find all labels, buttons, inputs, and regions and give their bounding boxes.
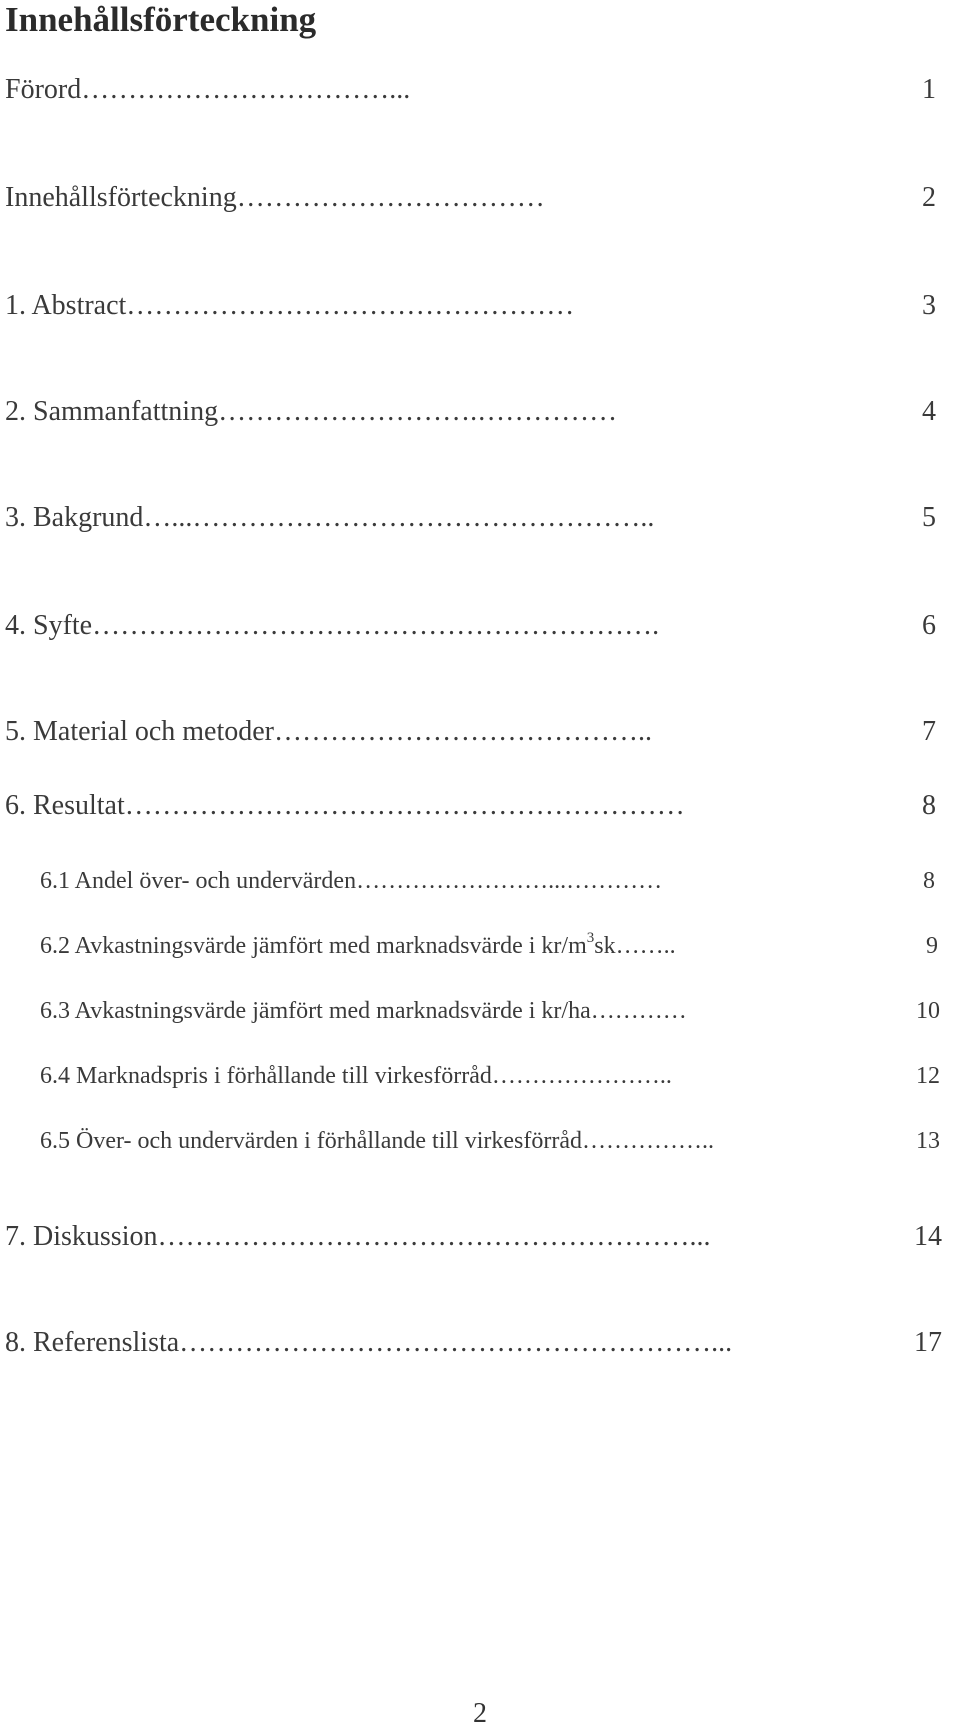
toc-entry-page: 4: [922, 396, 936, 427]
toc-entry-text: 8. Referenslista…………………………………………………...: [5, 1327, 733, 1358]
page-number: 2: [473, 1698, 487, 1729]
toc-entry-page: 8: [923, 868, 935, 894]
toc-entry-text: Innehållsförteckning……………………………: [5, 182, 545, 213]
toc-entry-page: 1: [922, 74, 936, 105]
toc-entry-page: 5: [922, 502, 936, 533]
toc-entry-page: 7: [922, 716, 936, 747]
toc-entry-page: 3: [922, 290, 936, 321]
toc-entry-page: 9: [926, 933, 938, 959]
toc-entry-text: 4. Syfte…………………………………………………….: [5, 610, 660, 641]
toc-entry-text: 3. Bakgrund…...…………………………………………..: [5, 502, 655, 533]
toc-entry-page: 6: [922, 610, 936, 641]
toc-entry-page: 2: [922, 182, 936, 213]
toc-entry-page: 14: [914, 1221, 942, 1252]
toc-entry-text: 6. Resultat……………………………………………………: [5, 790, 685, 821]
superscript: 3: [586, 930, 595, 946]
toc-entry-text: 5. Material och metoder…………………………………..: [5, 716, 653, 747]
toc-entry-text: 6.4 Marknadspris i förhållande till virkesförråd…………………..: [40, 1063, 672, 1089]
toc-entry-text: 6.5 Över- och undervärden i förhållande till virkesförråd……………..: [40, 1128, 714, 1154]
toc-entry-text: 2. Sammanfattning……………………….……………: [5, 396, 618, 427]
toc-entry-text: Förord……………………………...: [5, 74, 411, 105]
toc-entry-text: [40, 930, 676, 960]
toc-entry-text: 6.3 Avkastningsvärde jämfört med marknadsvärde i kr/ha…………: [40, 998, 687, 1024]
toc-entry-page: 17: [914, 1327, 942, 1358]
toc-entry-page: 10: [916, 998, 940, 1024]
toc-entry-text: 6.1 Andel över- och undervärden……………………...…………: [40, 868, 663, 894]
page-title: Innehållsförteckning: [5, 0, 317, 39]
toc-entry-page: 13: [916, 1128, 940, 1154]
toc-entry-text-tail: sk……..: [594, 933, 676, 959]
toc-entry-page: 12: [916, 1063, 940, 1089]
toc-entry-text-main: 6.2 Avkastningsvärde jämfört med marknadsvärde i kr/m: [40, 933, 587, 959]
toc-entry-text: 7. Diskussion…………………………………………………...: [5, 1221, 711, 1252]
toc-entry-text: 1. Abstract…………………………………………: [5, 290, 575, 321]
toc-entry-page: 8: [922, 790, 936, 821]
